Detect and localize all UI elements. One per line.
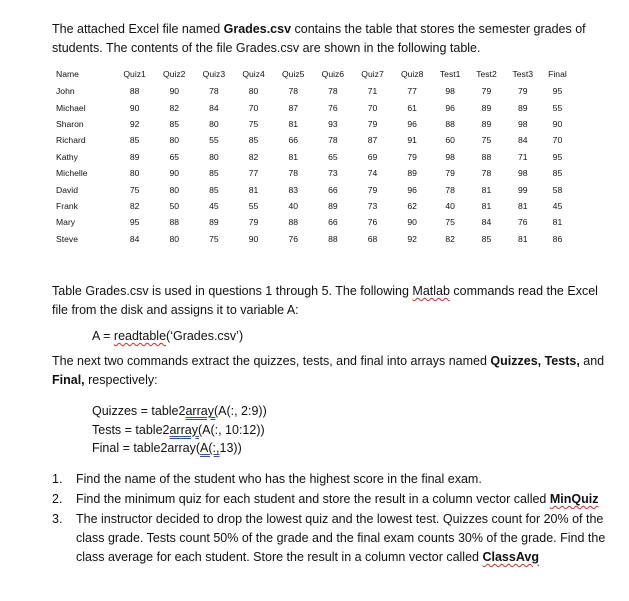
grade-cell: 85	[129, 135, 140, 146]
student-name-cell: Sharon	[56, 118, 84, 129]
grade-cell: 81	[517, 200, 528, 211]
grade-cell: 80	[248, 86, 259, 97]
code-l2a: Tests = table2	[92, 422, 170, 437]
question-3-number: 3.	[52, 512, 63, 526]
grade-cell: 78	[288, 168, 298, 179]
code-l3a: Final = table2array(	[92, 441, 201, 455]
grade-cell: 91	[407, 135, 417, 146]
grade-cell: 88	[129, 86, 140, 97]
grade-cell: 65	[169, 151, 180, 162]
grade-cell: 73	[328, 168, 338, 179]
readtable-command	[92, 327, 243, 346]
para3-quizzes: Quizzes, Tests,	[490, 354, 580, 368]
grade-cell: 90	[248, 233, 259, 244]
column-header: Quiz1	[123, 69, 146, 79]
code-l2b: array(	[169, 422, 203, 437]
grade-cell: 76	[517, 217, 528, 228]
grade-cell: 78	[328, 86, 338, 97]
extract-paragraph	[52, 352, 612, 390]
grade-cell: 79	[445, 168, 455, 179]
grade-cell: 75	[248, 118, 259, 129]
grade-cell: 85	[209, 168, 219, 179]
grade-cell: 79	[517, 86, 528, 97]
grade-cell: 70	[248, 102, 259, 113]
grade-cell: 96	[407, 118, 417, 129]
grade-cell: 70	[367, 102, 378, 113]
grade-cell: 61	[407, 102, 417, 113]
column-header: Quiz4	[242, 69, 265, 79]
extract-code-block	[92, 402, 267, 458]
grade-cell: 88	[169, 217, 180, 228]
grade-cell: 89	[481, 118, 492, 129]
grade-cell: 89	[129, 151, 140, 162]
table-row	[52, 165, 574, 181]
grade-cell: 89	[517, 102, 528, 113]
grade-cell: 71	[367, 86, 378, 97]
grade-cell: 83	[288, 184, 298, 195]
table-body	[52, 83, 574, 247]
code-l1c: A(:, 2:9))	[218, 404, 267, 418]
grade-cell: 92	[407, 233, 417, 244]
grade-cell: 66	[328, 217, 338, 228]
question-3-var: ClassAvg	[482, 550, 539, 564]
student-name-cell: Kathy	[56, 151, 78, 162]
question-2	[52, 490, 612, 509]
grade-cell: 75	[445, 217, 455, 228]
grade-cell: 85	[209, 184, 219, 195]
student-name-cell: David	[56, 184, 78, 195]
grade-cell: 99	[517, 184, 528, 195]
grade-cell: 96	[407, 184, 417, 195]
grade-cell: 82	[248, 151, 259, 162]
question-1-text: Find the name of the student who has the highest score in the final exam.	[76, 472, 482, 486]
grade-cell: 88	[481, 151, 492, 162]
para2-text-rest: commands read the Excel file from the disk and assigns it to variable A:	[52, 284, 598, 317]
grade-cell: 79	[367, 184, 378, 195]
student-name-cell: Michelle	[56, 168, 88, 179]
grade-cell: 85	[552, 168, 563, 179]
column-header: Quiz5	[281, 69, 305, 79]
grade-cell: 90	[169, 168, 180, 179]
grade-cell: 90	[129, 102, 140, 113]
grade-cell: 75	[209, 233, 219, 244]
grade-cell: 75	[129, 184, 140, 195]
grade-cell: 81	[248, 184, 259, 195]
grade-cell: 85	[248, 135, 259, 146]
intro-text-rest: contains the table that stores the semester grades of students. The contents of the file Grades.csv are shown in the following table.	[52, 22, 586, 55]
grade-cell: 76	[328, 102, 338, 113]
grade-cell: 84	[517, 135, 528, 146]
question-3-text: The instructor decided to drop the lowest quiz and the lowest test. Quizzes count for 20% of the class grade. Tests count 50% of the grade and the final exam counts 30% of the grade. Find the class average for each student. Store the result in a column vector called	[76, 512, 606, 564]
student-name-cell: John	[56, 86, 75, 97]
student-name-cell: Mary	[56, 217, 76, 228]
question-1	[52, 470, 612, 489]
grade-cell: 98	[445, 151, 455, 162]
column-header: Quiz7	[361, 69, 384, 79]
grade-cell: 82	[445, 233, 455, 244]
table-row	[52, 181, 574, 197]
grade-cell: 90	[407, 217, 417, 228]
grade-cell: 85	[481, 233, 492, 244]
grade-cell: 50	[169, 200, 180, 211]
grade-cell: 80	[209, 151, 219, 162]
column-header: Quiz3	[202, 69, 226, 79]
grades-table	[52, 65, 574, 247]
column-header: Quiz8	[400, 69, 424, 79]
grade-cell: 81	[481, 200, 492, 211]
code-line-final	[92, 439, 267, 458]
code-line-tests	[92, 421, 267, 440]
question-list	[52, 470, 612, 568]
table-row	[52, 214, 574, 230]
grade-cell: 76	[367, 217, 378, 228]
grade-cell: 78	[481, 168, 492, 179]
grade-cell: 98	[517, 118, 528, 129]
readtable-paragraph	[52, 282, 612, 320]
grade-cell: 90	[552, 118, 563, 129]
grade-cell: 88	[288, 217, 298, 228]
code-line-quizzes	[92, 402, 267, 421]
grade-cell: 81	[288, 151, 298, 162]
para3-final: Final,	[52, 373, 85, 387]
matlab-word: Matlab	[412, 284, 450, 298]
column-header: Final	[548, 69, 567, 79]
question-3	[52, 510, 612, 567]
grade-cell: 45	[552, 200, 563, 211]
grade-cell: 79	[248, 217, 259, 228]
grade-cell: 77	[248, 168, 259, 179]
grade-cell: 71	[517, 151, 528, 162]
grade-cell: 65	[328, 151, 338, 162]
grade-cell: 89	[407, 168, 417, 179]
intro-text: The attached Excel file named	[52, 22, 224, 36]
grade-cell: 40	[288, 200, 298, 211]
column-header: Test2	[476, 69, 497, 79]
grade-cell: 88	[445, 118, 455, 129]
grade-cell: 87	[288, 102, 298, 113]
student-name-cell: Steve	[56, 233, 78, 244]
grade-cell: 75	[481, 135, 492, 146]
grade-cell: 87	[367, 135, 378, 146]
grade-cell: 98	[517, 168, 528, 179]
grade-cell: 82	[129, 200, 140, 211]
column-header: Test1	[439, 69, 461, 79]
code-l3b: A(:,	[200, 441, 220, 455]
grade-cell: 79	[481, 86, 492, 97]
grade-cell: 95	[552, 151, 563, 162]
table-row	[52, 231, 574, 247]
grade-cell: 90	[169, 86, 180, 97]
grade-cell: 80	[169, 233, 180, 244]
grade-cell: 78	[445, 184, 455, 195]
table-row	[52, 116, 574, 132]
grade-cell: 80	[169, 184, 180, 195]
para3-text-rest: respectively:	[84, 373, 158, 387]
grade-cell: 82	[169, 102, 180, 113]
grade-cell: 69	[367, 151, 378, 162]
column-header: Test3	[512, 69, 534, 79]
table-row	[52, 99, 574, 115]
grade-cell: 84	[129, 233, 140, 244]
student-name-cell: Richard	[56, 135, 86, 146]
grade-cell: 98	[445, 86, 455, 97]
code-l1b: array(	[185, 404, 219, 418]
grade-cell: 79	[407, 151, 417, 162]
table-row	[52, 149, 574, 165]
grade-cell: 58	[552, 184, 563, 195]
grade-cell: 78	[288, 86, 298, 97]
grade-cell: 77	[407, 86, 417, 97]
code-l2c: A(:, 10:12))	[202, 422, 265, 437]
student-name-cell: Frank	[56, 200, 78, 211]
para2-text: Table Grades.csv is used in questions 1 through 5. The following	[52, 284, 413, 298]
grade-cell: 70	[552, 135, 563, 146]
grade-cell: 55	[209, 135, 219, 146]
grade-cell: 55	[552, 102, 563, 113]
para3-text: The next two commands extract the quizzes, tests, and final into arrays named	[52, 354, 491, 368]
table-header-row	[52, 65, 574, 83]
table-row	[52, 83, 574, 99]
grade-cell: 81	[288, 118, 298, 129]
grade-cell: 74	[367, 168, 378, 179]
table-row	[52, 132, 574, 148]
grade-cell: 80	[129, 168, 140, 179]
grade-cell: 78	[328, 135, 338, 146]
grade-cell: 93	[328, 118, 338, 129]
question-2-var: MinQuiz	[549, 492, 599, 506]
grade-cell: 80	[169, 135, 180, 146]
question-2-number: 2.	[52, 492, 63, 506]
grade-cell: 88	[328, 233, 338, 244]
grade-cell: 81	[481, 184, 492, 195]
grade-cell: 85	[169, 118, 180, 129]
column-header: Quiz6	[321, 69, 345, 79]
code-l1a: Quizzes = table2	[92, 404, 186, 418]
grade-cell: 81	[552, 217, 563, 228]
grade-cell: 81	[517, 233, 528, 244]
grade-cell: 76	[288, 233, 298, 244]
intro-paragraph	[52, 20, 612, 58]
grade-cell: 96	[445, 102, 455, 113]
grade-cell: 45	[209, 200, 219, 211]
student-name-cell: Michael	[56, 102, 86, 113]
grade-cell: 40	[445, 200, 455, 211]
column-header: Name	[56, 69, 79, 79]
grade-cell: 84	[481, 217, 492, 228]
grade-cell: 89	[328, 200, 338, 211]
column-header: Quiz2	[163, 69, 186, 79]
code-l3c: 13))	[219, 441, 242, 455]
grade-cell: 55	[248, 200, 259, 211]
grade-cell: 95	[129, 217, 140, 228]
cmd1-pre: A =	[92, 329, 114, 343]
grade-cell: 86	[552, 233, 563, 244]
grade-cell: 80	[209, 118, 219, 129]
para3-and: and	[579, 354, 605, 368]
cmd1-fn: readtable	[113, 329, 167, 343]
grade-cell: 68	[367, 233, 378, 244]
grade-cell: 66	[288, 135, 298, 146]
question-2-text: Find the minimum quiz for each student and store the result in a column vector called	[76, 492, 550, 506]
cmd1-post: (‘Grades.csv’)	[166, 329, 244, 343]
question-1-number: 1.	[52, 472, 63, 486]
grade-cell: 66	[328, 184, 338, 195]
grade-cell: 78	[209, 86, 219, 97]
grade-cell: 62	[407, 200, 417, 211]
grade-cell: 73	[367, 200, 378, 211]
table-row	[52, 198, 574, 214]
grade-cell: 95	[552, 86, 563, 97]
grade-cell: 60	[445, 135, 455, 146]
grade-cell: 89	[481, 102, 492, 113]
grade-cell: 79	[367, 118, 378, 129]
intro-filename: Grades.csv	[223, 22, 292, 36]
grade-cell: 89	[209, 217, 219, 228]
grade-cell: 92	[129, 118, 140, 129]
grade-cell: 84	[209, 102, 219, 113]
